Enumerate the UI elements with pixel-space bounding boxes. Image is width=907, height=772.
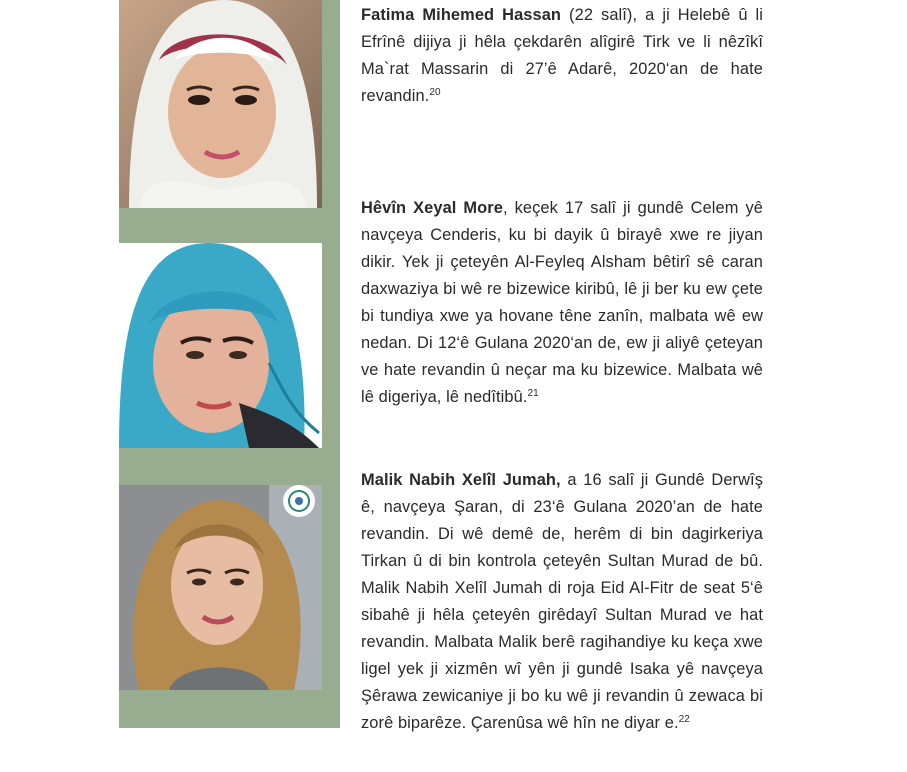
profile-name: Malik Nabih Xelîl Jumah,	[361, 471, 561, 489]
profile-text: a 16 salî ji Gundê Derwîş ê, navçeya Şaran, di 23‘ê Gulana 2020’an de hate revandin. Di wê demê de, herêm di bin dagirkeriya Tirkan û di bin kontrola çeteyên Sultan Murad de bû. Malik Nabih Xelîl Jumah di roja Eid Al-Fitr de seat 5‘ê sibahê ji hêla çeteyên girêdayî Sultan Murad ve hat revandin. Malbata Malik berê ragihandiye ku keça xwe ligel yek ji xizmên wî yên ji gundê Isaka yê navçeya Şêrawa zewicaniye ji bo ku wê ji revandin û zewaca bi zorê biparêze. Çarenûsa wê hîn ne diyar e.	[361, 471, 763, 732]
profile-text: (22 salî), a ji Helebê û li Efrînê dijiya ji hêla çekdarên alîgirê Tirk ve li nêzîkî Ma`rat Massarin di 27’ê Adarê, 2020‘an de hate revandin.	[361, 6, 764, 105]
profile-text: , keçek 17 salî ji gundê Celem yê navçeya Cenderis, ku bi dayik û birayê xwe re jiyan dikir. Yek ji çeteyên Al-Feyleq Alsham bêtirî sê caran daxwaziya bi wê re bizewice kiribû, lê ji ber ku ew çete bi tundiya xwe ya hovane têne zanîn, malbata wê ew nedan. Di 12‘ê Gulana 2020‘an de, ew ji aliyê çeteyan ve hate revandin û neçar ma ku bizewice. Malbata wê lê digeriya, lê nedîtibû.	[361, 199, 763, 406]
footnote-ref[interactable]: 22	[678, 714, 690, 725]
profile-entry-fatima	[361, 2, 763, 110]
profile-name: Fatima Mihemed Hassan	[361, 6, 562, 24]
footnote-ref[interactable]: 21	[527, 388, 539, 399]
profile-photo-hevin	[119, 243, 322, 448]
profile-name: Hêvîn Xeyal More	[361, 199, 503, 217]
profile-entry-malik	[361, 467, 763, 737]
profile-photo-fatima	[119, 0, 322, 208]
profile-photo-malik	[119, 485, 322, 690]
profile-entry-hevin	[361, 195, 763, 411]
footnote-ref[interactable]: 20	[429, 87, 441, 98]
